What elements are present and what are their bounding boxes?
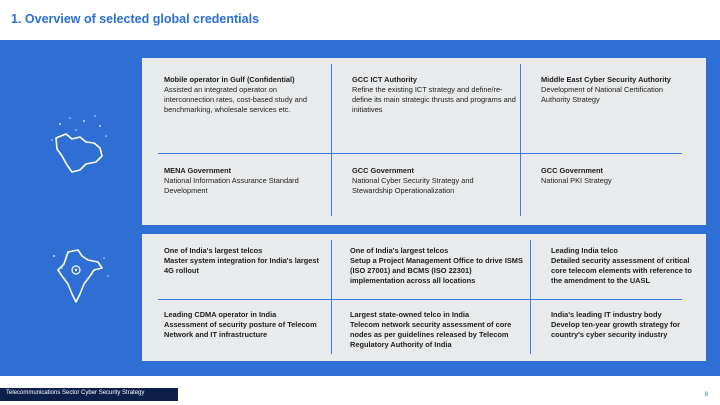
credential-india-trai-assessment: Largest state-owned telco in India Telecom network security assessment of core nodes as per guidelines released by Telecom Regulatory Authority of India: [350, 310, 512, 349]
gulf-col-divider-2: [520, 64, 521, 216]
page-title: 1. Overview of selected global credentials: [11, 12, 260, 26]
credential-mena-government: MENA Government National Information Assurance Standard Development: [164, 166, 299, 195]
credential-gcc-government-strategy: GCC Government National Cyber Security Strategy and Stewardship Operationalization: [352, 166, 474, 195]
credential-india-pmo-isms: One of India's largest telcos Setup a Project Management Office to drive ISMS (ISO 27001) and BCMS (ISO 22301) implementation across all locations: [350, 246, 523, 285]
india-col-divider-2: [530, 240, 531, 354]
footer-bar: [0, 388, 178, 401]
india-col-divider-1: [331, 240, 332, 354]
page-number: 8: [704, 392, 708, 398]
footer-text: Telecommunications Sector Cyber Security Strategy: [6, 390, 145, 396]
credential-gcc-government-pki: GCC Government National PKI Strategy: [541, 166, 612, 185]
india-row-divider: [158, 299, 682, 300]
credential-india-uasl-assessment: Leading India telco Detailed security assessment of critical core telecom elements with reference to the amendment to the UASL: [551, 246, 692, 285]
gulf-row-divider: [158, 153, 682, 154]
credential-me-cyber-authority: Middle East Cyber Security Authority Development of National Certification Authority Strategy: [541, 75, 671, 104]
credential-india-cdma-security: Leading CDMA operator in India Assessment of security posture of Telecom Network and IT infrastructure: [164, 310, 317, 339]
credential-india-4g-rollout: One of India's largest telcos Master system integration for India's largest 4G rollout: [164, 246, 319, 275]
credential-mobile-operator-gulf: Mobile operator in Gulf (Confidential) Assisted an integrated operator on interconnection rates, cost-based study and benchmarking, wholesale services etc.: [164, 75, 307, 114]
credential-gcc-ict-authority: GCC ICT Authority Refine the existing ICT strategy and define/re-define its main strategic thrusts and programs and initiatives: [352, 75, 516, 114]
india-map-icon: [44, 246, 116, 308]
gulf-col-divider-1: [331, 64, 332, 216]
credential-india-it-body: India's leading IT industry body Develop ten-year growth strategy for country's cyber security industry: [551, 310, 680, 339]
gulf-map-icon: [40, 112, 118, 178]
